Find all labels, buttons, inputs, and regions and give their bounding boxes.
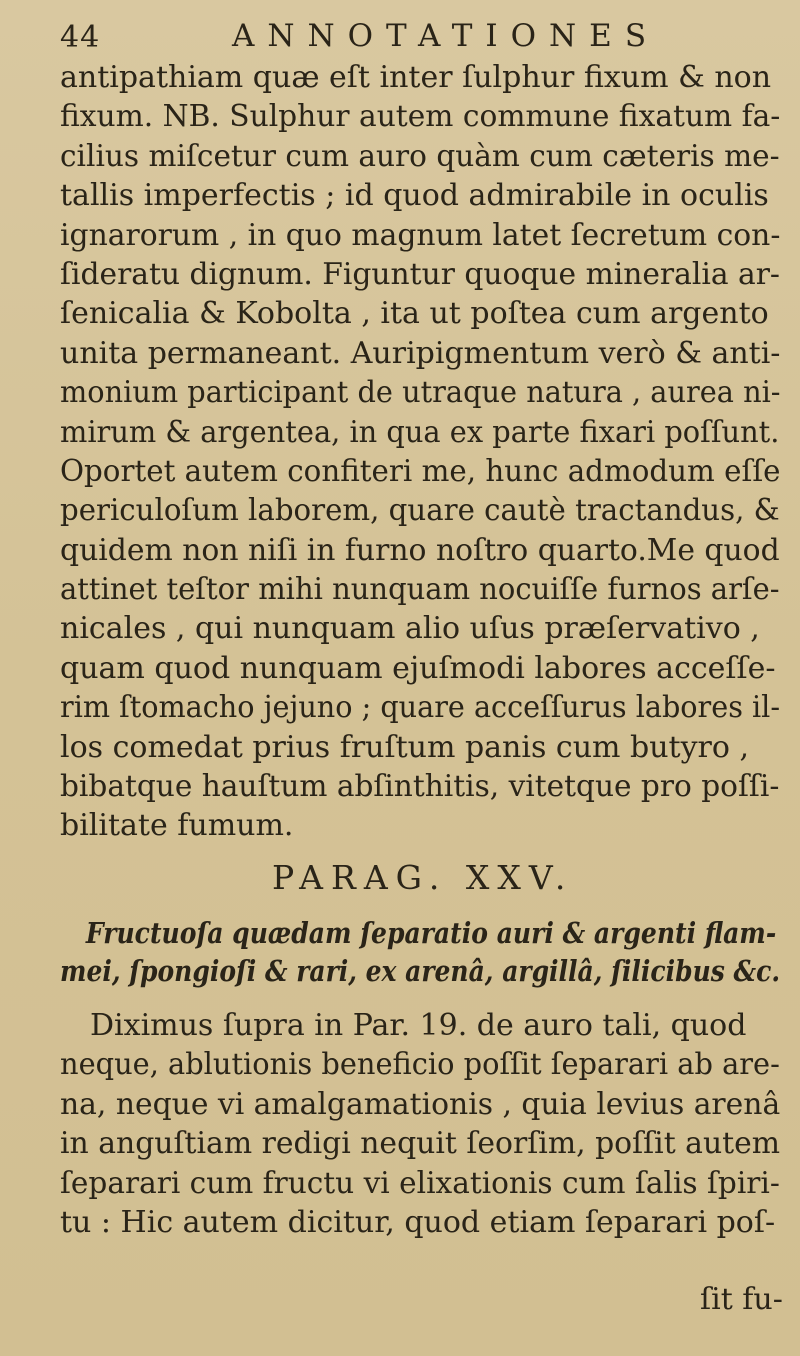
text-line: ignarorum , in quo magnum latet ſecretum con- bbox=[60, 217, 781, 253]
summary-line: mei, ſpongioſi & rari, ex arenâ, argillâ, ſilicibus &c. bbox=[60, 954, 781, 988]
text-line: monium participant de utraque natura , aurea ni- bbox=[60, 375, 781, 411]
text-line: antipathiam quæ eſt inter ſulphur fixum & non bbox=[60, 60, 772, 95]
page-header bbox=[60, 14, 760, 62]
text-line: ſeparari cum fructu vi elixationis cum ſalis ſpiri- bbox=[60, 1165, 780, 1201]
text-line: neque, ablutionis beneficio poſſit ſeparari ab are- bbox=[60, 1047, 780, 1083]
text-line: tu : Hic autem dicitur, quod etiam ſeparari poſ- bbox=[60, 1204, 776, 1240]
text-line: Diximus ſupra in Par. 19. de auro tali, quod bbox=[90, 1008, 747, 1043]
text-line: attinet teſtor mihi nunquam nocuiſſe furnos arſe- bbox=[60, 572, 780, 608]
text-line: periculoſum laborem, quare cautè tractandus, & bbox=[60, 493, 780, 529]
section-paragraph bbox=[60, 1006, 780, 1242]
text-line: cilius miſcetur cum auro quàm cum cæteris me- bbox=[60, 138, 780, 174]
text-line: bilitate fumum. bbox=[60, 808, 294, 844]
section-summary bbox=[60, 914, 780, 990]
text-line: quam quod nunquam ejuſmodi labores acceſſe- bbox=[60, 650, 776, 686]
text-line: fixum. NB. Sulphur autem commune fixatum fa- bbox=[60, 99, 781, 135]
body-paragraph bbox=[60, 58, 780, 846]
text-line: rim ſtomacho jejuno ; quare acceſſurus labores il- bbox=[60, 690, 781, 726]
text-line: bibatque hauſtum abſinthitis, vitetque pro poſſi- bbox=[60, 769, 780, 805]
text-line: los comedat prius fruſtum panis cum butyro , bbox=[60, 729, 750, 765]
text-line: Oportet autem confiteri me, hunc admodum eſſe bbox=[60, 453, 781, 489]
page-number: 44 bbox=[60, 20, 101, 55]
text-line: tallis imperfectis ; id quod admirabile in oculis bbox=[60, 178, 769, 214]
text-line: unita permaneant. Auripigmentum verò & anti- bbox=[60, 335, 781, 371]
text-line: nicales , qui nunquam alio uſus præſervativo , bbox=[60, 611, 760, 647]
text-line: in anguſtiam redigi nequit ſeorſim, poſſit autem bbox=[60, 1126, 781, 1162]
text-line: ſenicalia & Kobolta , ita ut poſtea cum argento bbox=[60, 296, 769, 332]
text-line: quidem non niſi in furno noſtro quarto.Me quod bbox=[60, 532, 780, 568]
text-line: na, neque vi amalgamationis , quia levius arenâ bbox=[60, 1086, 781, 1122]
section-heading: PARAG. XXV. bbox=[272, 858, 574, 897]
text-line: ſideratu dignum. Figuntur quoque mineralia ar- bbox=[60, 256, 780, 292]
text-line: mirum & argentea, in qua ex parte fixari poſſunt. bbox=[60, 414, 780, 450]
running-head: ANNOTATIONES bbox=[232, 18, 660, 54]
catchword: ſit fu- bbox=[700, 1282, 783, 1317]
summary-line: Fructuoſa quædam ſeparatio auri & argenti flam- bbox=[85, 916, 777, 950]
